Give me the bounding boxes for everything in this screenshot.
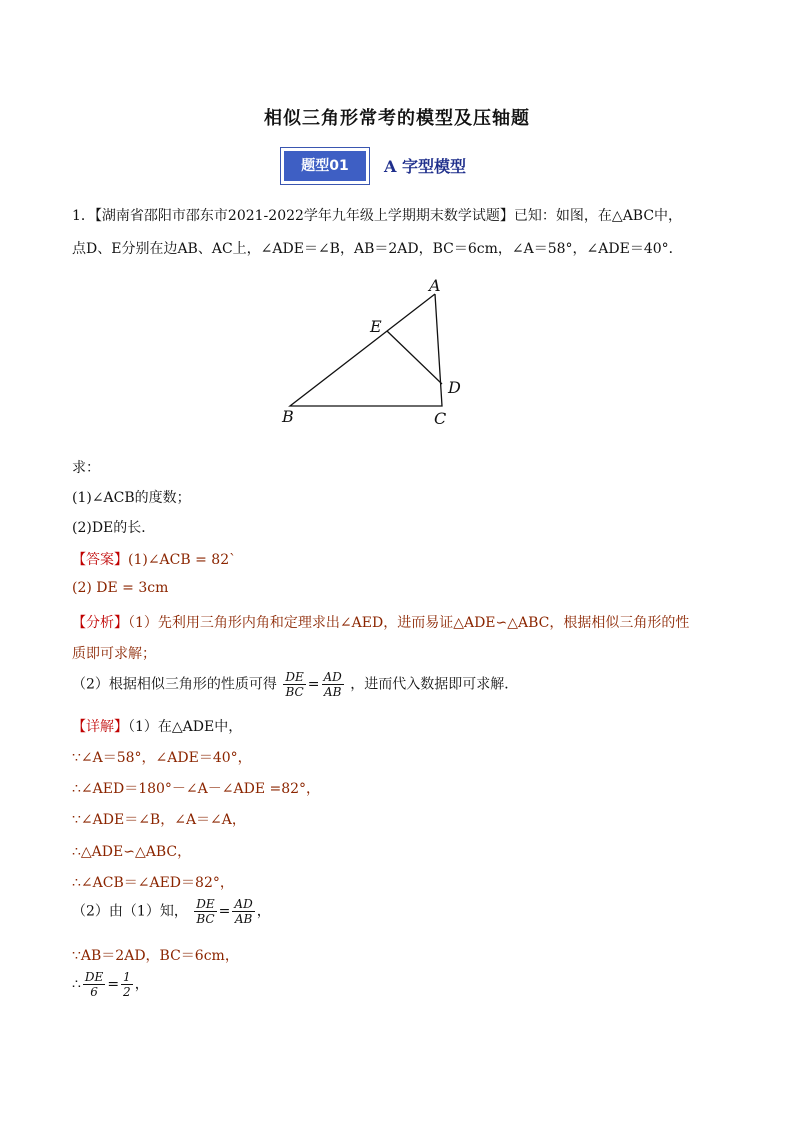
detail-tag: 【详解】 bbox=[72, 719, 128, 735]
analysis-p2-pre: （2）根据相似三角形的性质可得 bbox=[72, 676, 277, 693]
problem-source: 【湖南省邵阳市邵东市2021-2022学年九年级上学期期末数学试题】 bbox=[94, 208, 514, 224]
fraction-ad-ab: $\frac{AD}{AB}$ bbox=[323, 670, 342, 699]
detail-d2: ∴∠AED＝180°－∠A－∠ADE =82°， bbox=[72, 781, 321, 797]
detail-d1: ∵∠A＝58°，∠ADE＝40°， bbox=[72, 750, 252, 766]
label-a: A bbox=[429, 276, 441, 295]
analysis-line-1 bbox=[72, 612, 689, 632]
detail-d6-post: ， bbox=[256, 903, 271, 920]
question-2: (2)DE的长． bbox=[72, 520, 156, 536]
analysis-tag: 【分析】 bbox=[72, 615, 128, 631]
answer-1: (1)∠ACB = 82` bbox=[128, 552, 237, 568]
detail-d0: （1）在△ADE中， bbox=[128, 719, 243, 735]
analysis-p2-post: ，进而代入数据即可求解． bbox=[350, 676, 519, 693]
detail-d8-post: ， bbox=[134, 976, 149, 993]
problem-number: 1． bbox=[72, 208, 95, 224]
ask-lead: 求： bbox=[72, 460, 100, 476]
detail-d6-pre: （2）由（1）知， bbox=[72, 903, 188, 920]
section-header bbox=[280, 147, 480, 187]
triangle-abc bbox=[290, 294, 442, 406]
fraction-de-bc-2: $\frac{DE}{BC}$ bbox=[196, 897, 215, 926]
label-c: C bbox=[434, 409, 447, 428]
problem-text-1: 已知：如图，在△ABC中， bbox=[513, 208, 683, 224]
segment-de bbox=[387, 331, 442, 384]
fraction-de-6: $\frac{DE}{6}$ bbox=[84, 970, 104, 999]
label-e: E bbox=[370, 317, 382, 336]
problem-line-1 bbox=[72, 205, 682, 225]
detail-d4: ∴△ADE∽△ABC， bbox=[72, 844, 192, 860]
detail-d8-pre: ∴ bbox=[72, 976, 81, 993]
fraction-de-bc: $\frac{DE}{BC}$ bbox=[285, 670, 304, 699]
fraction-1-2: $\frac{1}{2}$ bbox=[123, 970, 131, 999]
fraction-ad-ab-2: $\frac{AD}{AB}$ bbox=[234, 897, 253, 926]
section-badge: 题型01 bbox=[284, 151, 366, 181]
detail-line-6: （2）由（1）知， $\frac{DE}{BC}$ = $\frac{AD}{AB}$ ， bbox=[72, 897, 271, 926]
section-title: A 字型模型 bbox=[384, 157, 466, 176]
label-d: D bbox=[448, 378, 461, 397]
analysis-p1b: 质即可求解； bbox=[72, 646, 156, 662]
page-title: 相似三角形常考的模型及压轴题 bbox=[264, 108, 530, 129]
detail-d7: ∵AB＝2AD，BC＝6cm， bbox=[72, 948, 239, 964]
triangle-figure bbox=[270, 272, 490, 432]
answer-tag: 【答案】 bbox=[72, 552, 128, 568]
detail-d3: ∵∠ADE＝∠B，∠A＝∠A， bbox=[72, 812, 246, 828]
detail-line-8: ∴ $\frac{DE}{6}$ = $\frac{1}{2}$ ， bbox=[72, 970, 149, 999]
label-b: B bbox=[282, 407, 294, 426]
question-1: (1)∠ACB的度数； bbox=[72, 490, 191, 506]
answer-line-1 bbox=[72, 549, 236, 569]
answer-2: (2) DE = 3cm bbox=[72, 580, 169, 596]
analysis-p1a: （1）先利用三角形内角和定理求出∠AED，进而易证△ADE∽△ABC，根据相似三角形的性 bbox=[128, 615, 690, 631]
analysis-line-2: （2）根据相似三角形的性质可得 $\frac{DE}{BC}$ = $\frac{AD}{AB}$ ，进而代入数据即可求解． bbox=[72, 670, 519, 699]
detail-d5: ∴∠ACB＝∠AED＝82°， bbox=[72, 875, 234, 891]
detail-line-0 bbox=[72, 716, 242, 736]
problem-line-2: 点D、E分别在边AB、AC上，∠ADE＝∠B，AB＝2AD，BC＝6cm，∠A＝58°，∠ADE＝40°． bbox=[72, 241, 683, 257]
